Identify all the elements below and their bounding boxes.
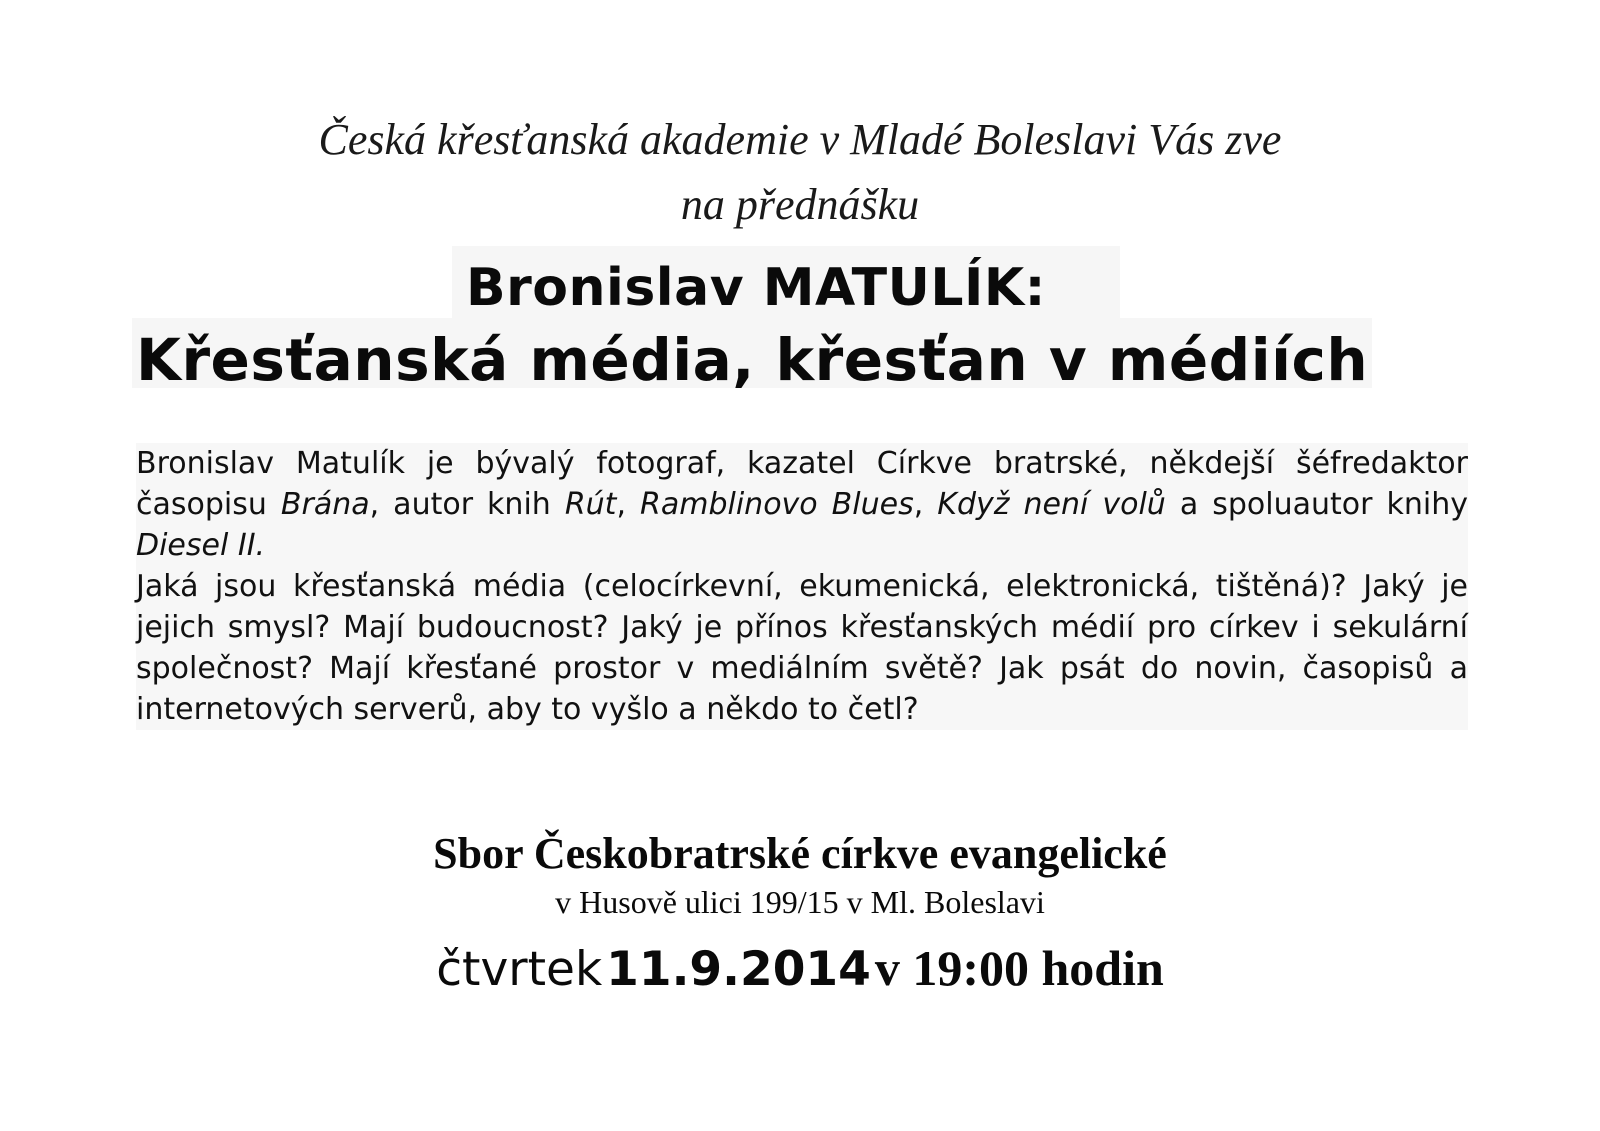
book-title: Rút — [564, 487, 617, 522]
book-title: Diesel II. — [136, 528, 266, 563]
lecture-topic: Křesťanská média, křesťan v médiích — [136, 326, 1369, 394]
invitation-line-1: Česká křesťanská akademie v Mladé Boleslavi Vás zve — [318, 115, 1282, 164]
description-text: , autor knih — [369, 487, 565, 522]
description-text: , — [616, 487, 641, 522]
magazine-title: Brána — [280, 487, 370, 522]
venue-name: Sbor Českobratrské církve evangelické — [433, 829, 1167, 878]
book-title: Když není volů — [937, 487, 1166, 522]
invitation-line-2: na přednášku — [680, 180, 920, 229]
event-date: 11.9.2014 — [606, 942, 871, 997]
event-day: čtvrtek — [436, 942, 603, 997]
description-text: a spoluautor knihy — [1165, 487, 1468, 522]
description — [136, 443, 1468, 730]
description-text: Bronislav Matulík je bývalý fotograf, kazatel Církve bratrské, někdejší šéfredaktor časopisu — [136, 446, 1468, 522]
speaker-title: Bronislav MATULÍK: — [466, 258, 1046, 318]
venue-address: v Husově ulici 199/15 v Ml. Boleslavi — [555, 884, 1045, 920]
book-title: Ramblinovo Blues — [640, 487, 914, 522]
description-text: , — [913, 487, 938, 522]
description-paragraph-1 — [136, 443, 1468, 566]
event-time: v 19:00 hodin — [874, 940, 1164, 996]
event-datetime — [0, 936, 1600, 1013]
description-paragraph-2: Jaká jsou křesťanská média (celocírkevní, ekumenická, elektronická, tištěná)? Jaký je jejich smysl? Mají budoucnost? Jaký je přínos křesťanských médií pro církev i sekulární společnost? Mají křesťané prostor v mediálním světě? Jak psát do novin, časopisů a internetových serverů, aby to vyšlo a někdo to četl? — [136, 566, 1468, 730]
